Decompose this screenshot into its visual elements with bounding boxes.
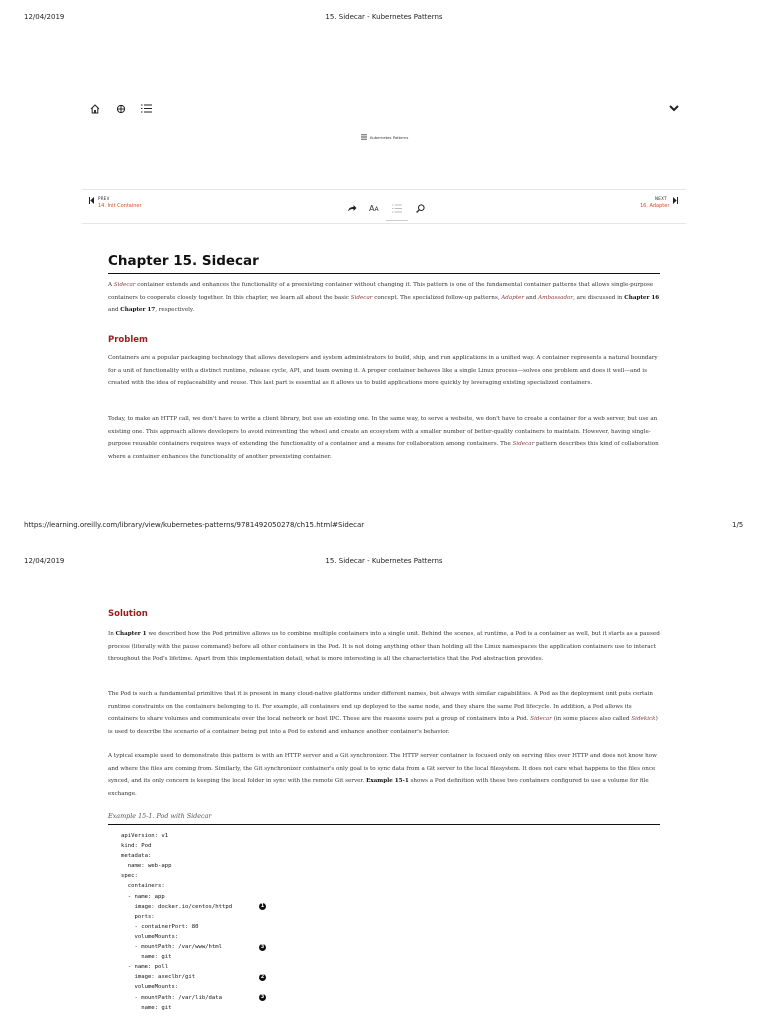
code-listing	[121, 831, 265, 1013]
print-title: 15. Sidecar - Kubernetes Patterns	[325, 13, 443, 21]
intro-paragraph: A Sidecar container extends and enhances the functionality of a preexisting container without changing it. This pattern is one of the fundamental container patterns that allows single-purpose containers to cooperate closely together. In this chapter, we learn all about the basic Sidecar concept. The specialized follow-up patterns, Adapter and Ambassador, are discussed in Chapter 16 and Chapter 17, respectively.	[108, 282, 660, 314]
solution-heading: Solution	[108, 609, 148, 619]
code-line: - containerPort: 80	[121, 923, 199, 930]
solution-paragraph-2: The Pod is such a fundamental primitive that it is present in many cloud-native platforms under different names, but always with similar capabilities. A Pod as the deployment unit puts certain runtime constraints on the containers belonging to it. For example, all containers end up deployed to the same node, and they share the same Pod lifecycle. In addition, a Pod allows its containers to share volumes and communicate over the local network or host IPC. These are the reasons users put a group of containers into a Pod. Sidecar (in some places also called Sidekick) is used to describe the scenario of a container being put into a Pod to extend and enhance another container's behavior.	[108, 691, 658, 735]
notes-icon[interactable]	[392, 204, 402, 213]
chapter-17-link[interactable]: Chapter 17	[120, 307, 156, 314]
code-line: image: axeclbr/git 2	[121, 973, 265, 981]
callout-marker[interactable]: 1	[260, 903, 265, 910]
code-line: volumeMounts:	[121, 933, 179, 940]
example-15-1-link[interactable]: Example 15-1	[366, 778, 409, 785]
next-label: NEXT	[655, 196, 667, 201]
print-title-2: 15. Sidecar - Kubernetes Patterns	[325, 557, 443, 565]
prev-label: PREV	[98, 196, 110, 201]
footer-url: https://learning.oreilly.com/library/view/kubernetes-patterns/9781492050278/ch15.html#Sidecar	[24, 521, 365, 529]
code-line: name: web-app	[121, 863, 172, 870]
notes-underline	[386, 220, 408, 221]
prev-arrow-icon[interactable]	[89, 197, 94, 204]
problem-paragraph-1: Containers are a popular packaging technology that allows developers and system administrators to build, ship, and run applications in a unified way. A container represents a natural boundary for a unit of functionality with a distinct runtime, release cycle, API, and team owning it. A proper container behaves like a single Linux process—solves one problem and does it well—and is created with the idea of replaceability and reuse. This last part is essential as it allows us to build applications more quickly by leveraging existing specialized containers.	[108, 355, 658, 387]
problem-heading: Problem	[108, 335, 148, 345]
prev-link[interactable]: 14. Init Container	[98, 203, 142, 209]
code-line: metadata:	[121, 853, 152, 860]
solution-paragraph-1: In Chapter 1 we described how the Pod primitive allows us to combine multiple containers into a single unit. Behind the scenes, at runtime, a Pod is a container as well, but it starts as a paused process (literally with the pause command) before all other containers in the Pod. It is not doing anything other than holding all the Linux namespaces the application containers use to interact throughout the Pod's lifetime. Apart from this implementation detail, what is more interesting is all the characteristics that the Pod abstraction provides.	[108, 631, 660, 663]
chevron-down-icon[interactable]	[669, 105, 679, 112]
callout-marker[interactable]: 3	[260, 994, 265, 1000]
code-line: ports:	[121, 913, 155, 920]
example-caption: Example 15-1. Pod with Sidecar	[108, 812, 212, 820]
share-icon[interactable]	[347, 204, 357, 212]
footer-page-number: 1/5	[732, 521, 744, 529]
code-line: image: docker.io/centos/httpd 1	[121, 903, 265, 910]
code-line: volumeMounts:	[121, 984, 179, 991]
search-icon[interactable]	[416, 204, 425, 213]
book-list-icon	[361, 134, 367, 140]
next-link[interactable]: 16. Adapter	[640, 203, 670, 209]
chapter-title: Chapter 15. Sidecar	[108, 253, 259, 269]
recommended-icon[interactable]	[116, 104, 126, 114]
code-line: - name: app	[121, 893, 165, 900]
print-date-2: 12/04/2019	[24, 557, 65, 565]
code-line: - mountPath: /var/www/html 3	[121, 943, 265, 951]
code-line: name: git	[121, 1004, 172, 1011]
code-line: apiVersion: v1	[121, 833, 169, 839]
code-line: spec:	[121, 873, 138, 880]
example-rule	[108, 824, 660, 825]
chapter-16-link[interactable]: Chapter 16	[624, 294, 660, 301]
nav-divider-top	[82, 189, 686, 190]
callout-marker[interactable]: 3	[260, 943, 265, 950]
code-line: - mountPath: /var/lib/data 3	[121, 994, 265, 1001]
code-line: kind: Pod	[121, 843, 152, 850]
code-line: - name: poll	[121, 964, 169, 971]
problem-paragraph-2: Today, to make an HTTP call, we don't have to write a client library, but use an existing one. In the same way, to serve a website, we don't have to create a container for a web server, but use an existing one. This approach allows developers to avoid reinventing the wheel and create an ecosystem with a smaller number of better-quality containers to maintain. However, having single-purpose reusable containers requires ways of extending the functionality of a container and a means for collaboration among containers. The Sidecar pattern describes this kind of collaboration where a container enhances the functionality of another preexisting container.	[108, 416, 659, 460]
font-size-icon[interactable]: AA	[369, 204, 379, 213]
book-title[interactable]: Kubernetes Patterns	[370, 135, 409, 140]
chapter-1-link[interactable]: Chapter 1	[115, 631, 147, 637]
solution-paragraph-3: A typical example used to demonstrate this pattern is with an HTTP server and a Git synchronizer. The HTTP server container is focused only on serving files over HTTP and does not know how and where the files are coming from. Similarly, the Git synchronizer container's only goal is to sync data from a Git server to the local filesystem. It does not care what happens to the files once synced, and its only concern is keeping the local folder in sync with the remote Git server. Example 15-1 shows a Pod definition with these two containers configured to use a volume for file exchange.	[108, 753, 657, 797]
chapter-rule	[108, 273, 660, 274]
toc-icon[interactable]	[141, 104, 152, 113]
code-line: name: git	[121, 954, 172, 961]
next-arrow-icon[interactable]	[673, 197, 678, 204]
home-icon[interactable]	[90, 104, 100, 114]
nav-divider-bottom	[82, 223, 686, 224]
code-line: containers:	[121, 883, 165, 890]
callout-marker[interactable]: 2	[260, 973, 265, 980]
print-date: 12/04/2019	[24, 13, 65, 21]
